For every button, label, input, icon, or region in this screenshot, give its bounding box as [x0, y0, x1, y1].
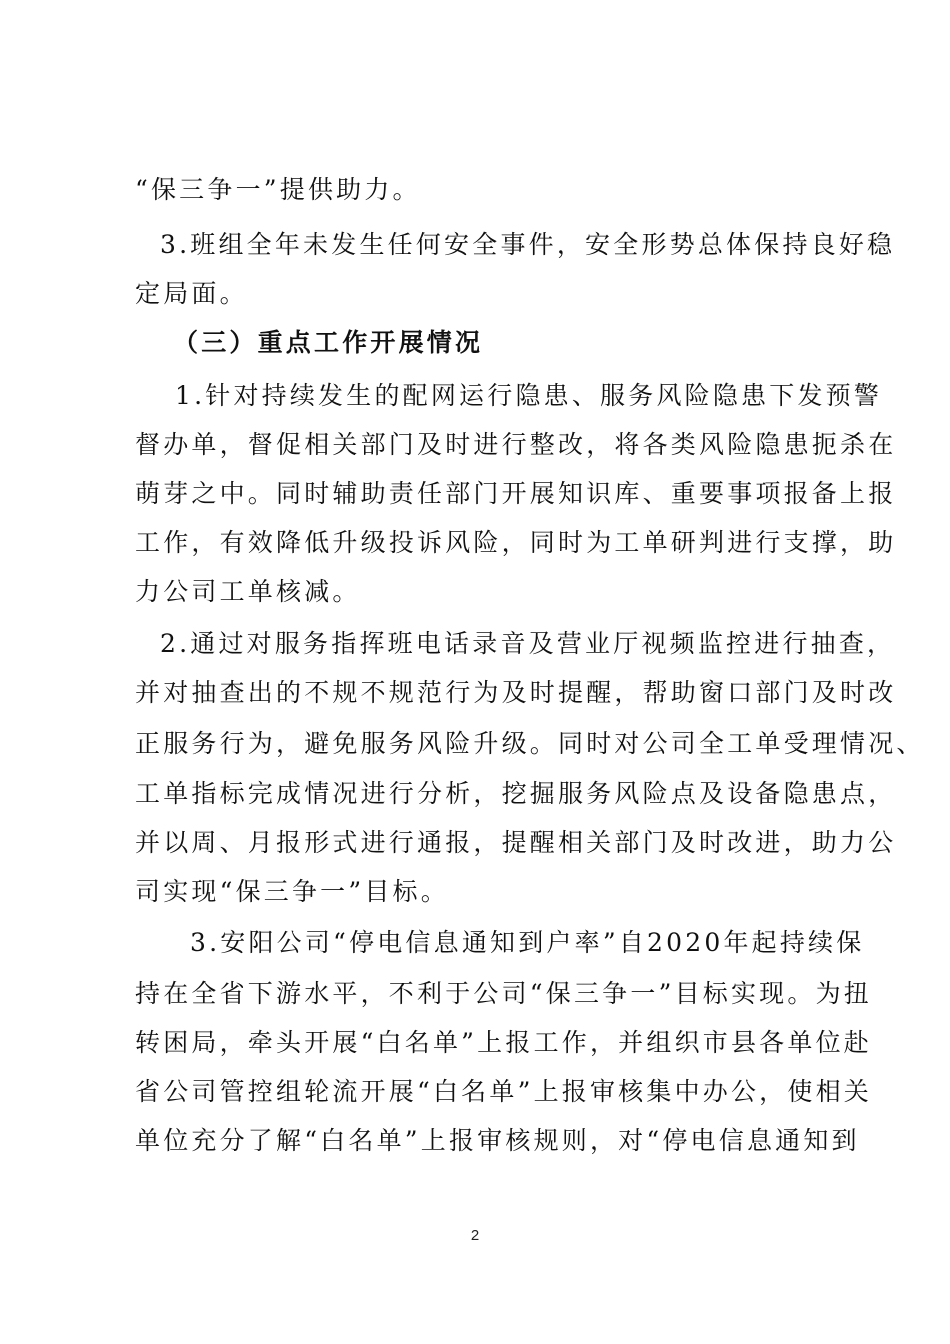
paragraph-line: 并以周、月报形式进行通报，提醒相关部门及时改进，助力公	[135, 828, 897, 857]
paragraph-line: 定局面。	[135, 279, 248, 308]
paragraph-line: 单位充分了解“白名单”上报审核规则，对“停电信息通知到	[135, 1126, 860, 1155]
paragraph-line: 司实现“保三争一”目标。	[135, 877, 449, 906]
paragraph-line: 转困局，牵头开展“白名单”上报工作，并组织市县各单位赴	[135, 1028, 872, 1057]
paragraph-line: 工作，有效降低升级投诉风险，同时为工单研判进行支撑，助	[135, 528, 897, 557]
paragraph-line: 力公司工单核减。	[135, 577, 361, 606]
paragraph-line: 正服务行为，避免服务风险升级。同时对公司全工单受理情况、	[135, 729, 925, 758]
paragraph-line: 督办单，督促相关部门及时进行整改，将各类风险隐患扼杀在	[135, 430, 897, 459]
paragraph-line: 3.安阳公司“停电信息通知到户率”自2020年起持续保	[190, 928, 865, 957]
section-heading: （三）重点工作开展情况	[173, 328, 484, 357]
paragraph-line: 1.针对持续发生的配网运行隐患、服务风险隐患下发预警	[175, 381, 883, 410]
paragraph-line: 工单指标完成情况进行分析，挖掘服务风险点及设备隐患点，	[135, 779, 897, 808]
page-number: 2	[470, 1227, 480, 1244]
paragraph-line: 并对抽查出的不规不规范行为及时提醒，帮助窗口部门及时改	[135, 678, 897, 707]
paragraph-line: 持在全省下游水平，不利于公司“保三争一”目标实现。为扭	[135, 979, 872, 1008]
paragraph-line: 萌芽之中。同时辅助责任部门开展知识库、重要事项报备上报	[135, 479, 897, 508]
paragraph-line: 2.通过对服务指挥班电话录音及营业厅视频监控进行抽查，	[160, 629, 896, 658]
paragraph-line: 3.班组全年未发生任何安全事件，安全形势总体保持良好稳	[160, 230, 896, 259]
paragraph-line: 省公司管控组轮流开展“白名单”上报审核集中办公，使相关	[135, 1077, 872, 1106]
paragraph-line: “保三争一”提供助力。	[135, 175, 421, 204]
